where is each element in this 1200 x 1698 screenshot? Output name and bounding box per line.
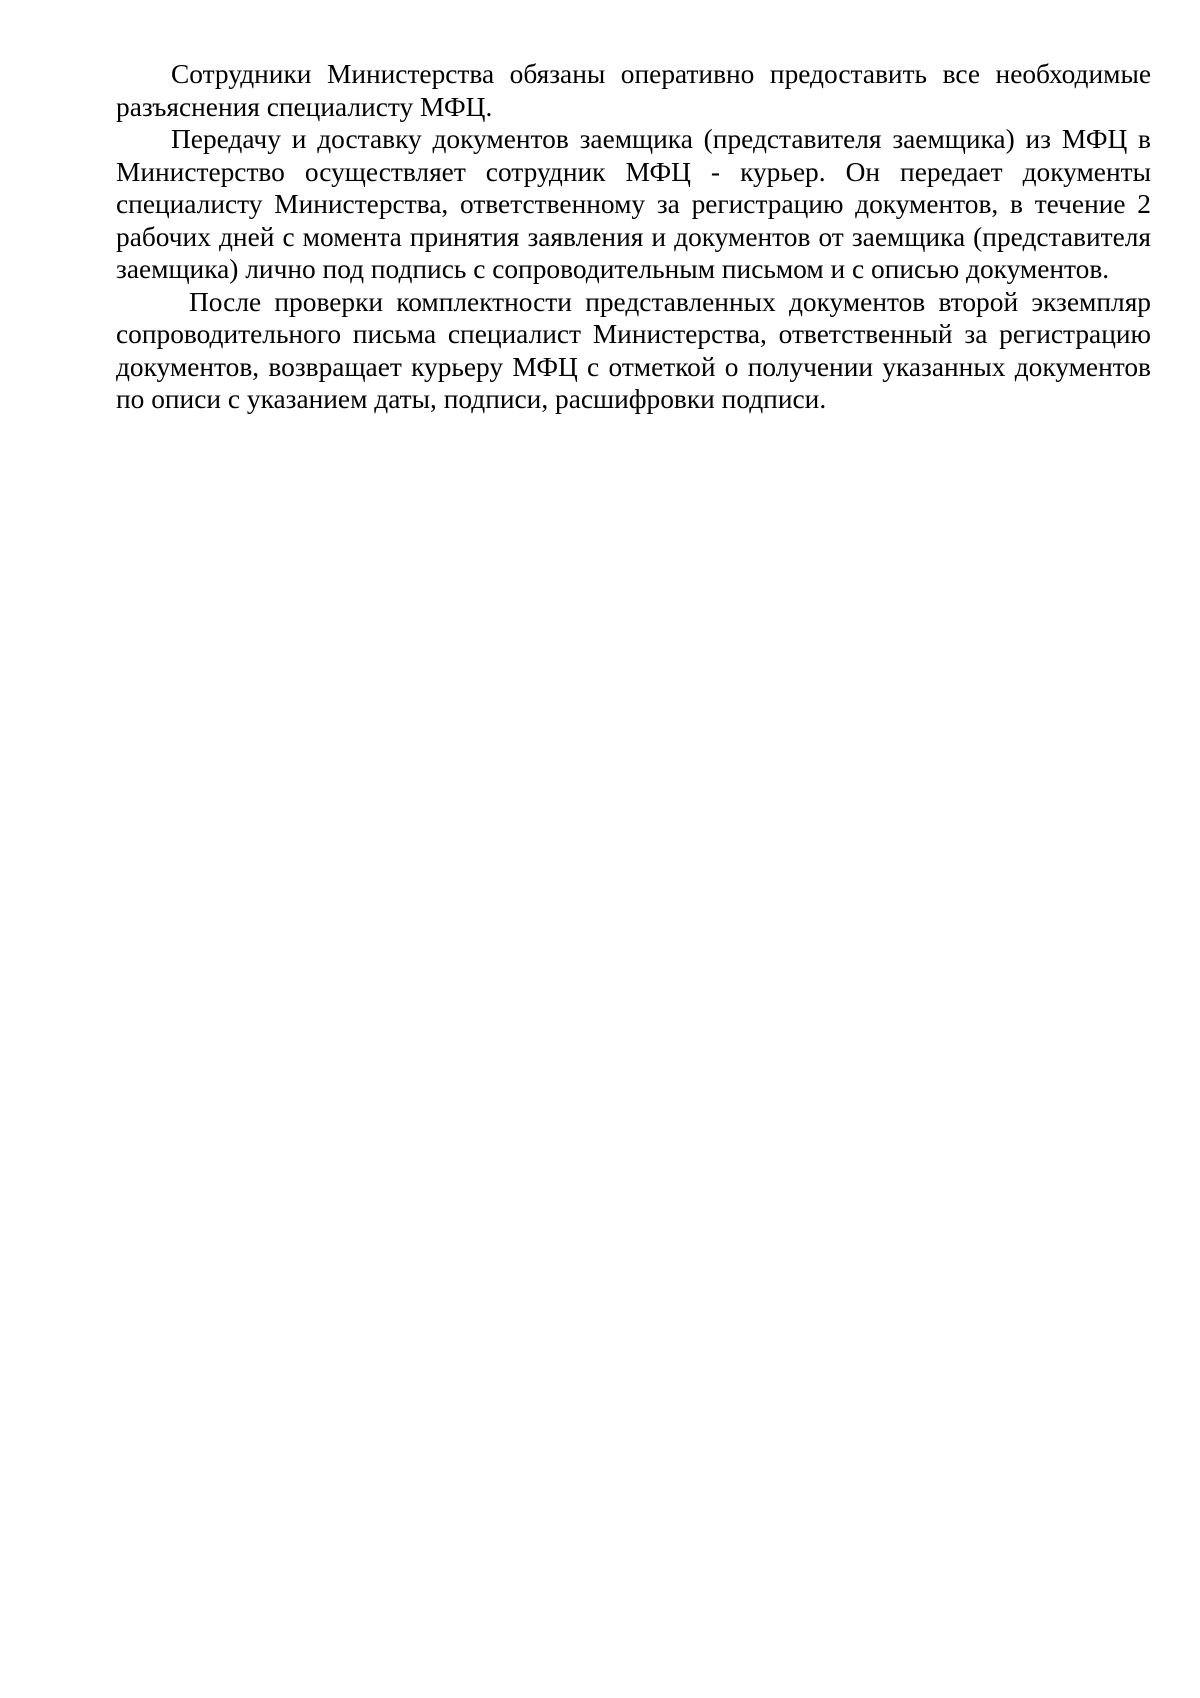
paragraph-receipt-confirmation: После проверки комплектности представленных документов второй экземпляр сопроводительного письма специалист Министерства, ответственный за регистрацию документов, возвращает курьеру МФЦ с отметкой о получении указанных документов по описи с указанием даты, подписи, расшифровки подписи. xyxy=(116,286,1151,414)
paragraph-document-delivery: Передачу и доставку документов заемщика (представителя заемщика) из МФЦ в Министерство осуществляет сотрудник МФЦ - курьер. Он передает документы специалисту Министерства, ответственному за регистрацию документов, в течение 2 рабочих дней с момента принятия заявления и документов от заемщика (представителя заемщика) лично под подпись с сопроводительным письмом и с описью документов. xyxy=(116,124,1151,284)
paragraph-ministry-explanations: Сотрудники Министерства обязаны оперативно предоставить все необходимые разъяснения специалисту МФЦ. xyxy=(116,59,1151,122)
document-body xyxy=(116,58,1151,416)
